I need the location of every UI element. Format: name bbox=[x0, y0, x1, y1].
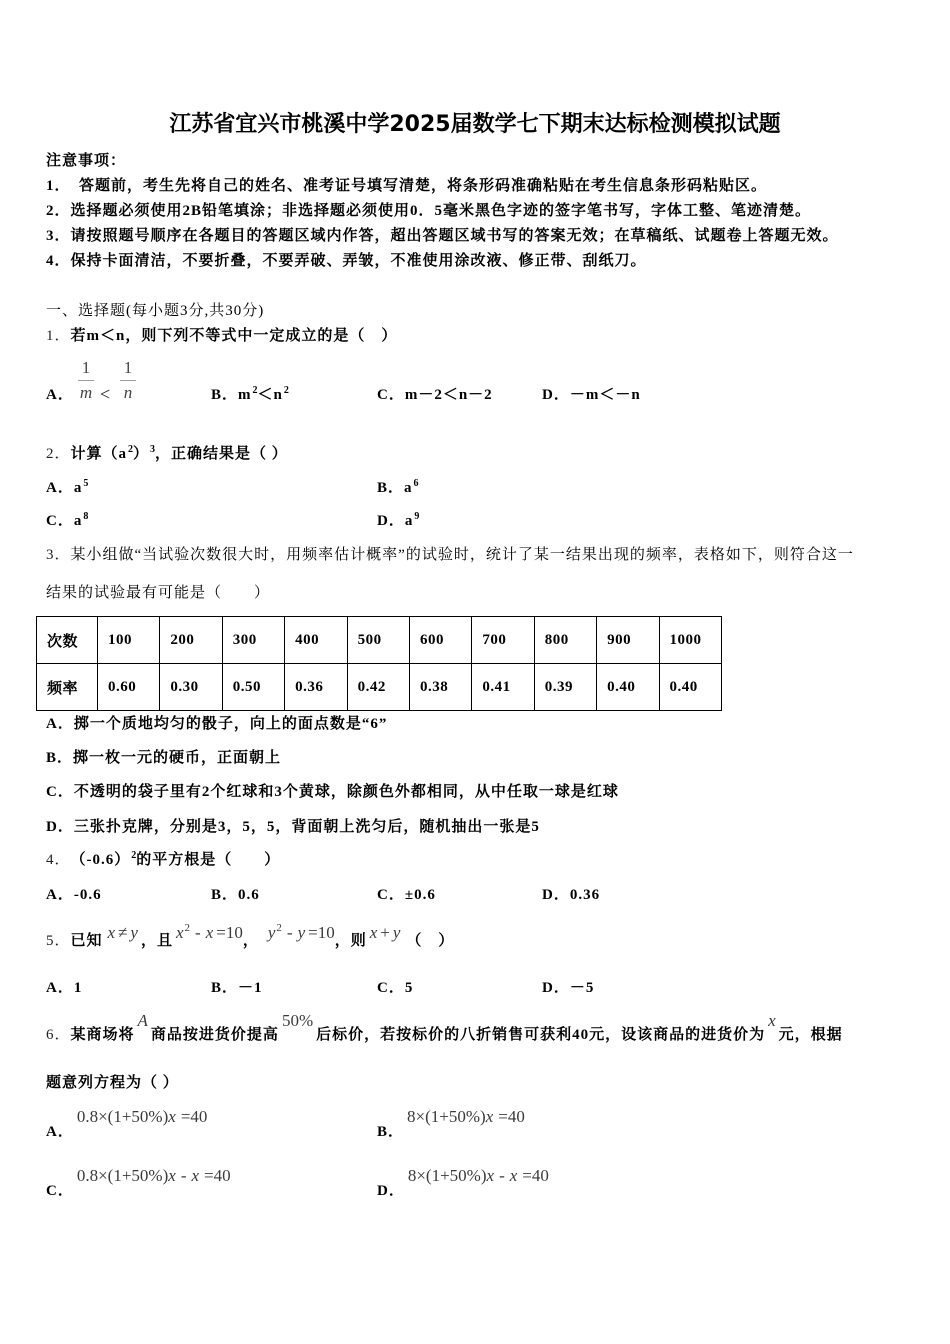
math-x-plus-y bbox=[370, 923, 401, 943]
question-3-option-a bbox=[46, 714, 387, 734]
math-equation-x bbox=[176, 923, 243, 945]
option-a-text: 1 bbox=[73, 980, 83, 996]
question-6-stem-line-2: 题意列方程为（ ） bbox=[46, 1075, 179, 1091]
option-d-text: 0.36 bbox=[569, 887, 601, 903]
table-row-frequencies bbox=[37, 664, 722, 711]
math-variable-x: x bbox=[768, 1011, 776, 1030]
option-a-label: A． bbox=[46, 387, 74, 403]
option-a-label: A． bbox=[46, 716, 74, 732]
table-row-header-frequency: 频率 bbox=[37, 664, 98, 711]
option-d-formula bbox=[408, 1166, 549, 1186]
question-4-option-a bbox=[46, 885, 102, 905]
table-row-header-trials: 次数 bbox=[37, 617, 98, 664]
formula-operator: - bbox=[499, 1166, 505, 1185]
question-1-stem: 若m＜n，则下列不等式中一定成立的是（ ） bbox=[70, 328, 398, 344]
fraction-numerator: 1 bbox=[81, 358, 91, 377]
question-6-option-b bbox=[377, 1107, 525, 1142]
math-operator: + bbox=[380, 923, 390, 942]
question-5-text-2: ，且 bbox=[140, 933, 173, 949]
option-c-label: C． bbox=[377, 980, 405, 996]
question-3-stem-line-2: 结果的试验最有可能是（ ） bbox=[46, 585, 271, 601]
math-product-a: A bbox=[137, 1011, 148, 1030]
question-1-option-c bbox=[377, 385, 493, 405]
option-d-text: －m＜－n bbox=[569, 387, 641, 403]
notice-item-4: 4．保持卡面清洁，不要折叠，不要弄破、弄皱，不准使用涂改液、修正带、刮纸刀。 bbox=[46, 253, 647, 269]
option-a-label: A． bbox=[46, 480, 74, 496]
fraction-denominator: n bbox=[123, 383, 133, 402]
table-cell: 700 bbox=[472, 617, 534, 664]
option-a-formula bbox=[77, 1107, 208, 1127]
question-2-outer-exponent: 3 bbox=[150, 444, 156, 455]
option-c-label: C． bbox=[377, 387, 405, 403]
question-2-inner-exponent: 2 bbox=[128, 444, 134, 455]
math-exponent: 2 bbox=[184, 922, 191, 934]
table-cell: 800 bbox=[534, 617, 596, 664]
table-cell: 300 bbox=[222, 617, 284, 664]
option-a-label: A． bbox=[46, 887, 74, 903]
question-6-text-3: 后标价，若按标价的八折销售可获利40元，设该商品的进货价为 bbox=[316, 1027, 766, 1043]
option-c-exponent: 8 bbox=[83, 511, 89, 522]
option-b-label: B． bbox=[377, 480, 405, 496]
math-equals-value: =10 bbox=[216, 923, 243, 942]
option-d-label: D． bbox=[542, 387, 570, 403]
math-variable: x bbox=[175, 923, 184, 942]
question-5-option-a bbox=[46, 978, 82, 998]
page-title: 江苏省宜兴市桃溪中学2025届数学七下期末达标检测模拟试题 bbox=[169, 112, 781, 137]
formula-variable: x bbox=[486, 1166, 495, 1185]
option-a-text: -0.6 bbox=[73, 887, 102, 903]
option-b-exponent: 6 bbox=[413, 478, 419, 489]
notice-item-2: 2．选择题必须使用2B铅笔填涂；非选择题必须使用0．5毫米黑色字迹的签字笔书写，字体工整、笔迹清楚。 bbox=[46, 203, 812, 219]
question-1-option-d bbox=[542, 385, 641, 405]
question-5-number: 5． bbox=[46, 933, 71, 949]
question-3-option-c bbox=[46, 782, 619, 802]
fraction-denominator: m bbox=[79, 383, 93, 402]
question-2-stem-start: 计算（a bbox=[70, 446, 128, 462]
option-c-base: a bbox=[73, 513, 83, 529]
table-cell: 0.40 bbox=[597, 664, 659, 711]
question-3-stem-line-1 bbox=[46, 545, 854, 565]
table-cell: 400 bbox=[285, 617, 347, 664]
question-4-stem-base: （-0.6） bbox=[70, 852, 131, 868]
question-2-stem-paren: ） bbox=[133, 446, 150, 462]
question-2-option-d bbox=[377, 511, 419, 533]
formula-coefficient: 0.8×(1+50%) bbox=[76, 1166, 169, 1185]
question-3-option-d bbox=[46, 817, 540, 837]
table-cell: 0.60 bbox=[98, 664, 160, 711]
table-cell: 0.36 bbox=[285, 664, 347, 711]
option-b-base: a bbox=[404, 480, 413, 496]
option-d-label: D． bbox=[46, 819, 74, 835]
math-variable: x bbox=[205, 923, 214, 942]
table-cell: 0.42 bbox=[347, 664, 409, 711]
formula-variable: x bbox=[509, 1166, 518, 1185]
question-6-option-d bbox=[377, 1166, 549, 1201]
formula-variable: x bbox=[168, 1107, 176, 1126]
question-6-number: 6． bbox=[46, 1027, 71, 1043]
question-5-option-d bbox=[542, 978, 594, 998]
option-b-text: 掷一枚一元的硬币，正面朝上 bbox=[73, 750, 282, 766]
question-5-text-4: ，则 bbox=[334, 933, 367, 949]
question-5-text-3: ， bbox=[242, 933, 259, 949]
question-2-stem-line bbox=[46, 444, 288, 466]
table-cell: 100 bbox=[98, 617, 160, 664]
table-row-trials bbox=[37, 617, 722, 664]
question-6-option-a bbox=[46, 1107, 208, 1142]
question-5-text-1: 已知 bbox=[70, 933, 103, 949]
question-4-option-b bbox=[211, 885, 260, 905]
math-equation-y bbox=[268, 923, 335, 945]
option-b-label: B． bbox=[211, 387, 239, 403]
formula-coefficient: 8×(1+50%) bbox=[407, 1107, 486, 1126]
question-4-stem-end: 的平方根是（ ） bbox=[136, 852, 281, 868]
math-operator: - bbox=[286, 923, 293, 942]
formula-operator: - bbox=[180, 1166, 187, 1185]
option-b-label: B． bbox=[211, 887, 239, 903]
option-d-label: D． bbox=[542, 887, 570, 903]
math-percent: 50% bbox=[281, 1011, 314, 1030]
formula-equals-value: =40 bbox=[498, 1107, 525, 1126]
option-d-text: －5 bbox=[569, 980, 595, 996]
question-4-option-c bbox=[377, 885, 436, 905]
question-2-number: 2． bbox=[46, 446, 71, 462]
formula-variable: x bbox=[485, 1107, 494, 1126]
question-1-option-a bbox=[46, 356, 156, 408]
table-cell: 0.41 bbox=[472, 664, 534, 711]
option-b-label: B． bbox=[377, 1124, 405, 1140]
question-2-option-c bbox=[46, 511, 88, 533]
option-b-formula bbox=[407, 1107, 525, 1127]
question-6-option-c bbox=[46, 1166, 231, 1201]
option-a-base: a bbox=[73, 480, 83, 496]
notice-item-3: 3．请按照题号顺序在各题目的答题区域内作答，超出答题区域书写的答案无效；在草稿纸、试题卷上答题无效。 bbox=[46, 228, 839, 244]
question-3-option-b bbox=[46, 748, 281, 768]
math-exponent: 2 bbox=[276, 922, 282, 934]
table-cell: 200 bbox=[160, 617, 222, 664]
fraction-numerator: 1 bbox=[123, 358, 133, 377]
option-b-exponent-2: 2 bbox=[283, 385, 289, 396]
question-1-option-b bbox=[211, 385, 289, 407]
notice-item-1: 1． 答题前，考生先将自己的姓名、准考证号填写清楚，将条形码准确粘贴在考生信息条形码粘贴区。 bbox=[46, 178, 768, 194]
question-6-text-4: 元，根据 bbox=[778, 1027, 843, 1043]
formula-variable: x bbox=[168, 1166, 176, 1185]
option-b-exponent-1: 2 bbox=[252, 385, 258, 396]
option-b-text: 0.6 bbox=[238, 887, 260, 903]
question-6-stem-line-1 bbox=[46, 1011, 843, 1045]
math-operator: ≠ bbox=[118, 923, 128, 942]
math-variable: y bbox=[392, 923, 401, 942]
less-than-sign: < bbox=[100, 384, 111, 404]
question-4-exponent: 2 bbox=[131, 850, 137, 861]
math-variable: y bbox=[297, 923, 306, 942]
math-x-not-equal-y bbox=[108, 923, 138, 943]
fraction-one-over-m bbox=[77, 356, 95, 405]
math-operator: - bbox=[195, 923, 201, 942]
question-4-number: 4． bbox=[46, 852, 71, 868]
table-cell: 0.40 bbox=[659, 664, 721, 711]
formula-variable: x bbox=[191, 1166, 200, 1185]
option-c-label: C． bbox=[377, 887, 405, 903]
option-c-text: 5 bbox=[404, 980, 414, 996]
option-d-label: D． bbox=[377, 1183, 405, 1199]
formula-equals-value: =40 bbox=[180, 1107, 208, 1126]
question-3-stem-text-1: 某小组做“当试验次数很大时，用频率估计概率”的试验时，统计了某一结果出现的频率，表格如下，则符合这一 bbox=[70, 547, 854, 563]
table-cell: 0.50 bbox=[222, 664, 284, 711]
math-equals-value: =10 bbox=[308, 923, 335, 942]
question-2-option-a bbox=[46, 478, 88, 500]
table-cell: 600 bbox=[409, 617, 471, 664]
question-5-option-b bbox=[211, 978, 263, 998]
table-cell: 0.38 bbox=[409, 664, 471, 711]
option-b-base-n: ＜n bbox=[257, 387, 283, 403]
option-c-text: m－2＜n－2 bbox=[404, 387, 493, 403]
table-cell: 900 bbox=[597, 617, 659, 664]
option-a-label: A． bbox=[46, 980, 74, 996]
option-d-exponent: 9 bbox=[414, 511, 420, 522]
question-6-text-1: 某商场将 bbox=[70, 1027, 135, 1043]
math-variable: x bbox=[107, 923, 116, 942]
formula-equals-value: =40 bbox=[204, 1166, 231, 1185]
option-a-label: A． bbox=[46, 1124, 74, 1140]
option-c-formula bbox=[77, 1166, 231, 1186]
option-b-base-m: m bbox=[238, 387, 252, 403]
formula-equals-value: =40 bbox=[522, 1166, 549, 1185]
question-3-number: 3． bbox=[46, 547, 71, 563]
question-1-stem-line bbox=[46, 326, 397, 346]
option-d-label: D． bbox=[377, 513, 405, 529]
question-4-option-d bbox=[542, 885, 600, 905]
option-a-exponent: 5 bbox=[83, 478, 89, 489]
option-b-text: －1 bbox=[238, 980, 263, 996]
question-5-text-5: （ ） bbox=[406, 933, 455, 949]
table-cell: 0.39 bbox=[534, 664, 596, 711]
option-d-label: D． bbox=[542, 980, 570, 996]
question-2-stem-end: ，正确结果是（ ） bbox=[155, 446, 288, 462]
question-5-option-c bbox=[377, 978, 413, 998]
fraction-one-over-n bbox=[119, 356, 137, 405]
option-b-label: B． bbox=[46, 750, 74, 766]
option-c-label: C． bbox=[46, 513, 74, 529]
question-4-stem-line bbox=[46, 850, 280, 872]
option-c-label: C． bbox=[46, 1183, 74, 1199]
table-cell: 0.30 bbox=[160, 664, 222, 711]
formula-coefficient: 0.8×(1+50%) bbox=[76, 1107, 169, 1126]
frequency-table bbox=[36, 616, 722, 711]
question-5-stem-line bbox=[46, 922, 455, 952]
option-d-text: 三张扑克牌，分别是3，5，5，背面朝上洗匀后，随机抽出一张是5 bbox=[73, 819, 540, 835]
question-6-text-2: 商品按进货价提高 bbox=[150, 1027, 279, 1043]
option-c-text: 不透明的袋子里有2个红球和3个黄球，除颜色外都相同，从中任取一球是红球 bbox=[73, 784, 619, 800]
option-c-label: C． bbox=[46, 784, 74, 800]
question-2-option-b bbox=[377, 478, 419, 500]
option-d-base: a bbox=[404, 513, 414, 529]
question-1-number: 1． bbox=[46, 328, 71, 344]
table-cell: 1000 bbox=[659, 617, 721, 664]
math-variable: y bbox=[130, 923, 138, 942]
math-variable: x bbox=[369, 923, 378, 942]
option-c-text: ±0.6 bbox=[404, 887, 436, 903]
formula-coefficient: 8×(1+50%) bbox=[407, 1166, 487, 1185]
math-variable: y bbox=[267, 923, 276, 942]
section-heading: 一、选择题(每小题3分,共30分) bbox=[46, 303, 265, 319]
notice-heading: 注意事项： bbox=[46, 153, 127, 169]
table-cell: 500 bbox=[347, 617, 409, 664]
option-a-text: 掷一个质地均匀的骰子，向上的面点数是“6” bbox=[73, 716, 388, 732]
option-b-label: B． bbox=[211, 980, 239, 996]
